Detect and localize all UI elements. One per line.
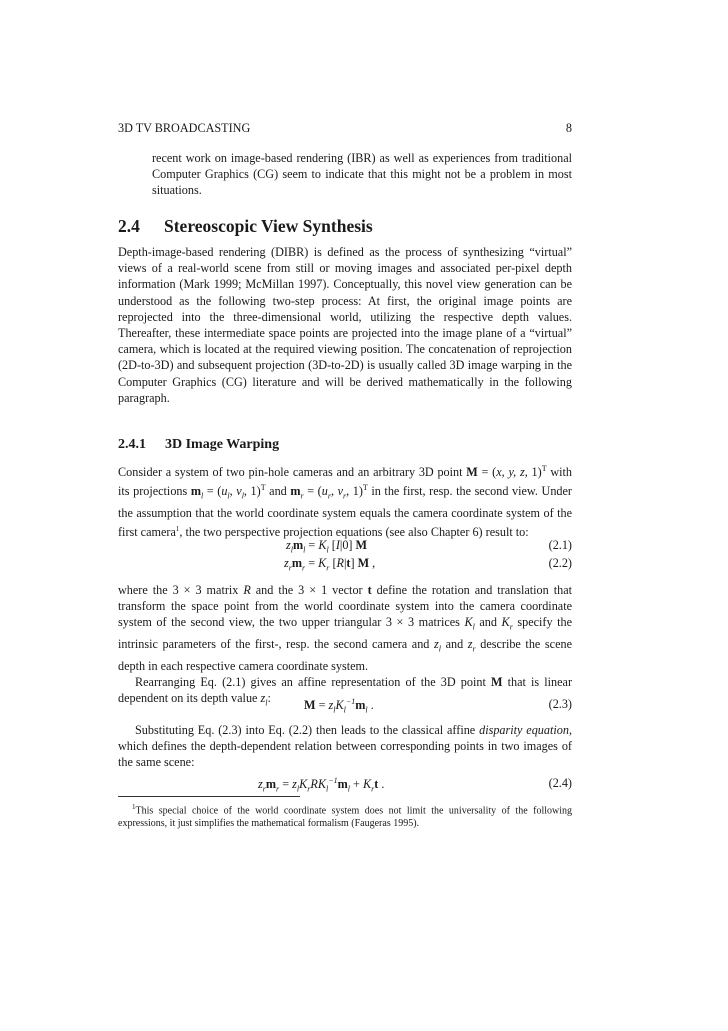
equation-tag: (2.2) (548, 556, 572, 570)
equation-2-4: $z_rm_r = z_lK_rRK_l^{-1}m_l + K_rt$ . (2.4) (258, 776, 572, 794)
quote-continuation: recent work on image-based rendering (IBR) as well as experiences from traditional Computer Graphics (CG) seem to indicate that this might not be a problem in most situations. (152, 151, 572, 198)
running-title: 3D TV BROADCASTING (118, 121, 251, 135)
section-title: Stereoscopic View Synthesis (164, 216, 373, 236)
footnote-rule (118, 796, 300, 797)
subsection-heading (118, 437, 279, 453)
subsection-number: 2.4.1 (118, 437, 146, 452)
equation-tag: (2.1) (548, 538, 572, 552)
footnote-mark: 1 (132, 803, 136, 811)
equation-tag: (2.4) (548, 776, 572, 790)
equation-2-1: $z_lm_l = K_l$ [I|0] M (2.1) (286, 538, 572, 555)
section-heading (118, 216, 373, 237)
footnote (118, 801, 572, 830)
equation-2-2: $z_rm_r = K_r$ [R|t] M , (2.2) (284, 556, 572, 573)
equation-tag: (2.3) (548, 697, 572, 711)
footnote-reference[interactable]: 1 (175, 525, 180, 534)
section-paragraph: Depth-image-based rendering (DIBR) is defined as the process of synthesizing “virtual” views of a real-world scene from still or moving images and associated per-pixel depth information (Mark 1999; McMillan 1997). Conceptually, this novel view generation can be understood as the following two-step process: At first, the original image points are reprojected into the three-dimensional world, utilizing the respective depth values. Thereafter, these intermediate space points are projected into the image plane of a “virtual” camera, which is located at the required viewing position. The concatenation of reprojection (2D-to-3D) and subsequent projection (3D-to-2D) is usually called 3D image warping in the Computer Graphics (CG) literature and will be derived mathematically in the following paragraph. (118, 245, 572, 405)
paragraph-disparity: Substituting Eq. (2.3) into Eq. (2.2) then leads to the classical affine disparity equation, which defines the depth-dependent relation between corresponding points in two images of the same scene: (118, 723, 572, 770)
subsection-title: 3D Image Warping (165, 437, 280, 452)
page-number: 8 (565, 121, 572, 135)
equation-2-3: $M = z_lK_l^{-1}m_l$ . (2.3) (304, 697, 572, 715)
paragraph-definitions: where the 3 × 3 matrix R and the 3 × 1 vector t define the rotation and translation that transform the space point from the world coordinate system into the camera coordinate system of the second view, the two upper triangular 3 × 3 matrices $K_l$ and $K_r$ specify the intrinsic parameters of the first-, resp. the second camera and $z_l$ and $z_r$ describe the scene depth in each respective camera coordinate system. Rearranging Eq. (2.1) gives an affine representation of the 3D point M that is linear dependent on its depth value $z_l$: (118, 583, 572, 708)
running-header (118, 121, 572, 136)
footnote-text: This special choice of the world coordinate system does not limit the universality of the following expressions, it just simplifies the mathematical formalism (Faugeras 1995). (118, 805, 572, 830)
paragraph-camera-setup: Consider a system of two pin-hole cameras and an arbitrary 3D point M = (x, y, z, 1)$^T$ with its projections $m_l = (u_l$, $v_l$, 1)$^T$ and $m_r = (u_r$, $v_r$, 1)$^T$ in the first, resp. the second view. Under the assumption that the world coordinate system equals the camera coordinate system of the first camera$^1$, the two perspective projection equations (see also Chapter 6) result to: (118, 464, 572, 540)
section-number: 2.4 (118, 216, 140, 236)
